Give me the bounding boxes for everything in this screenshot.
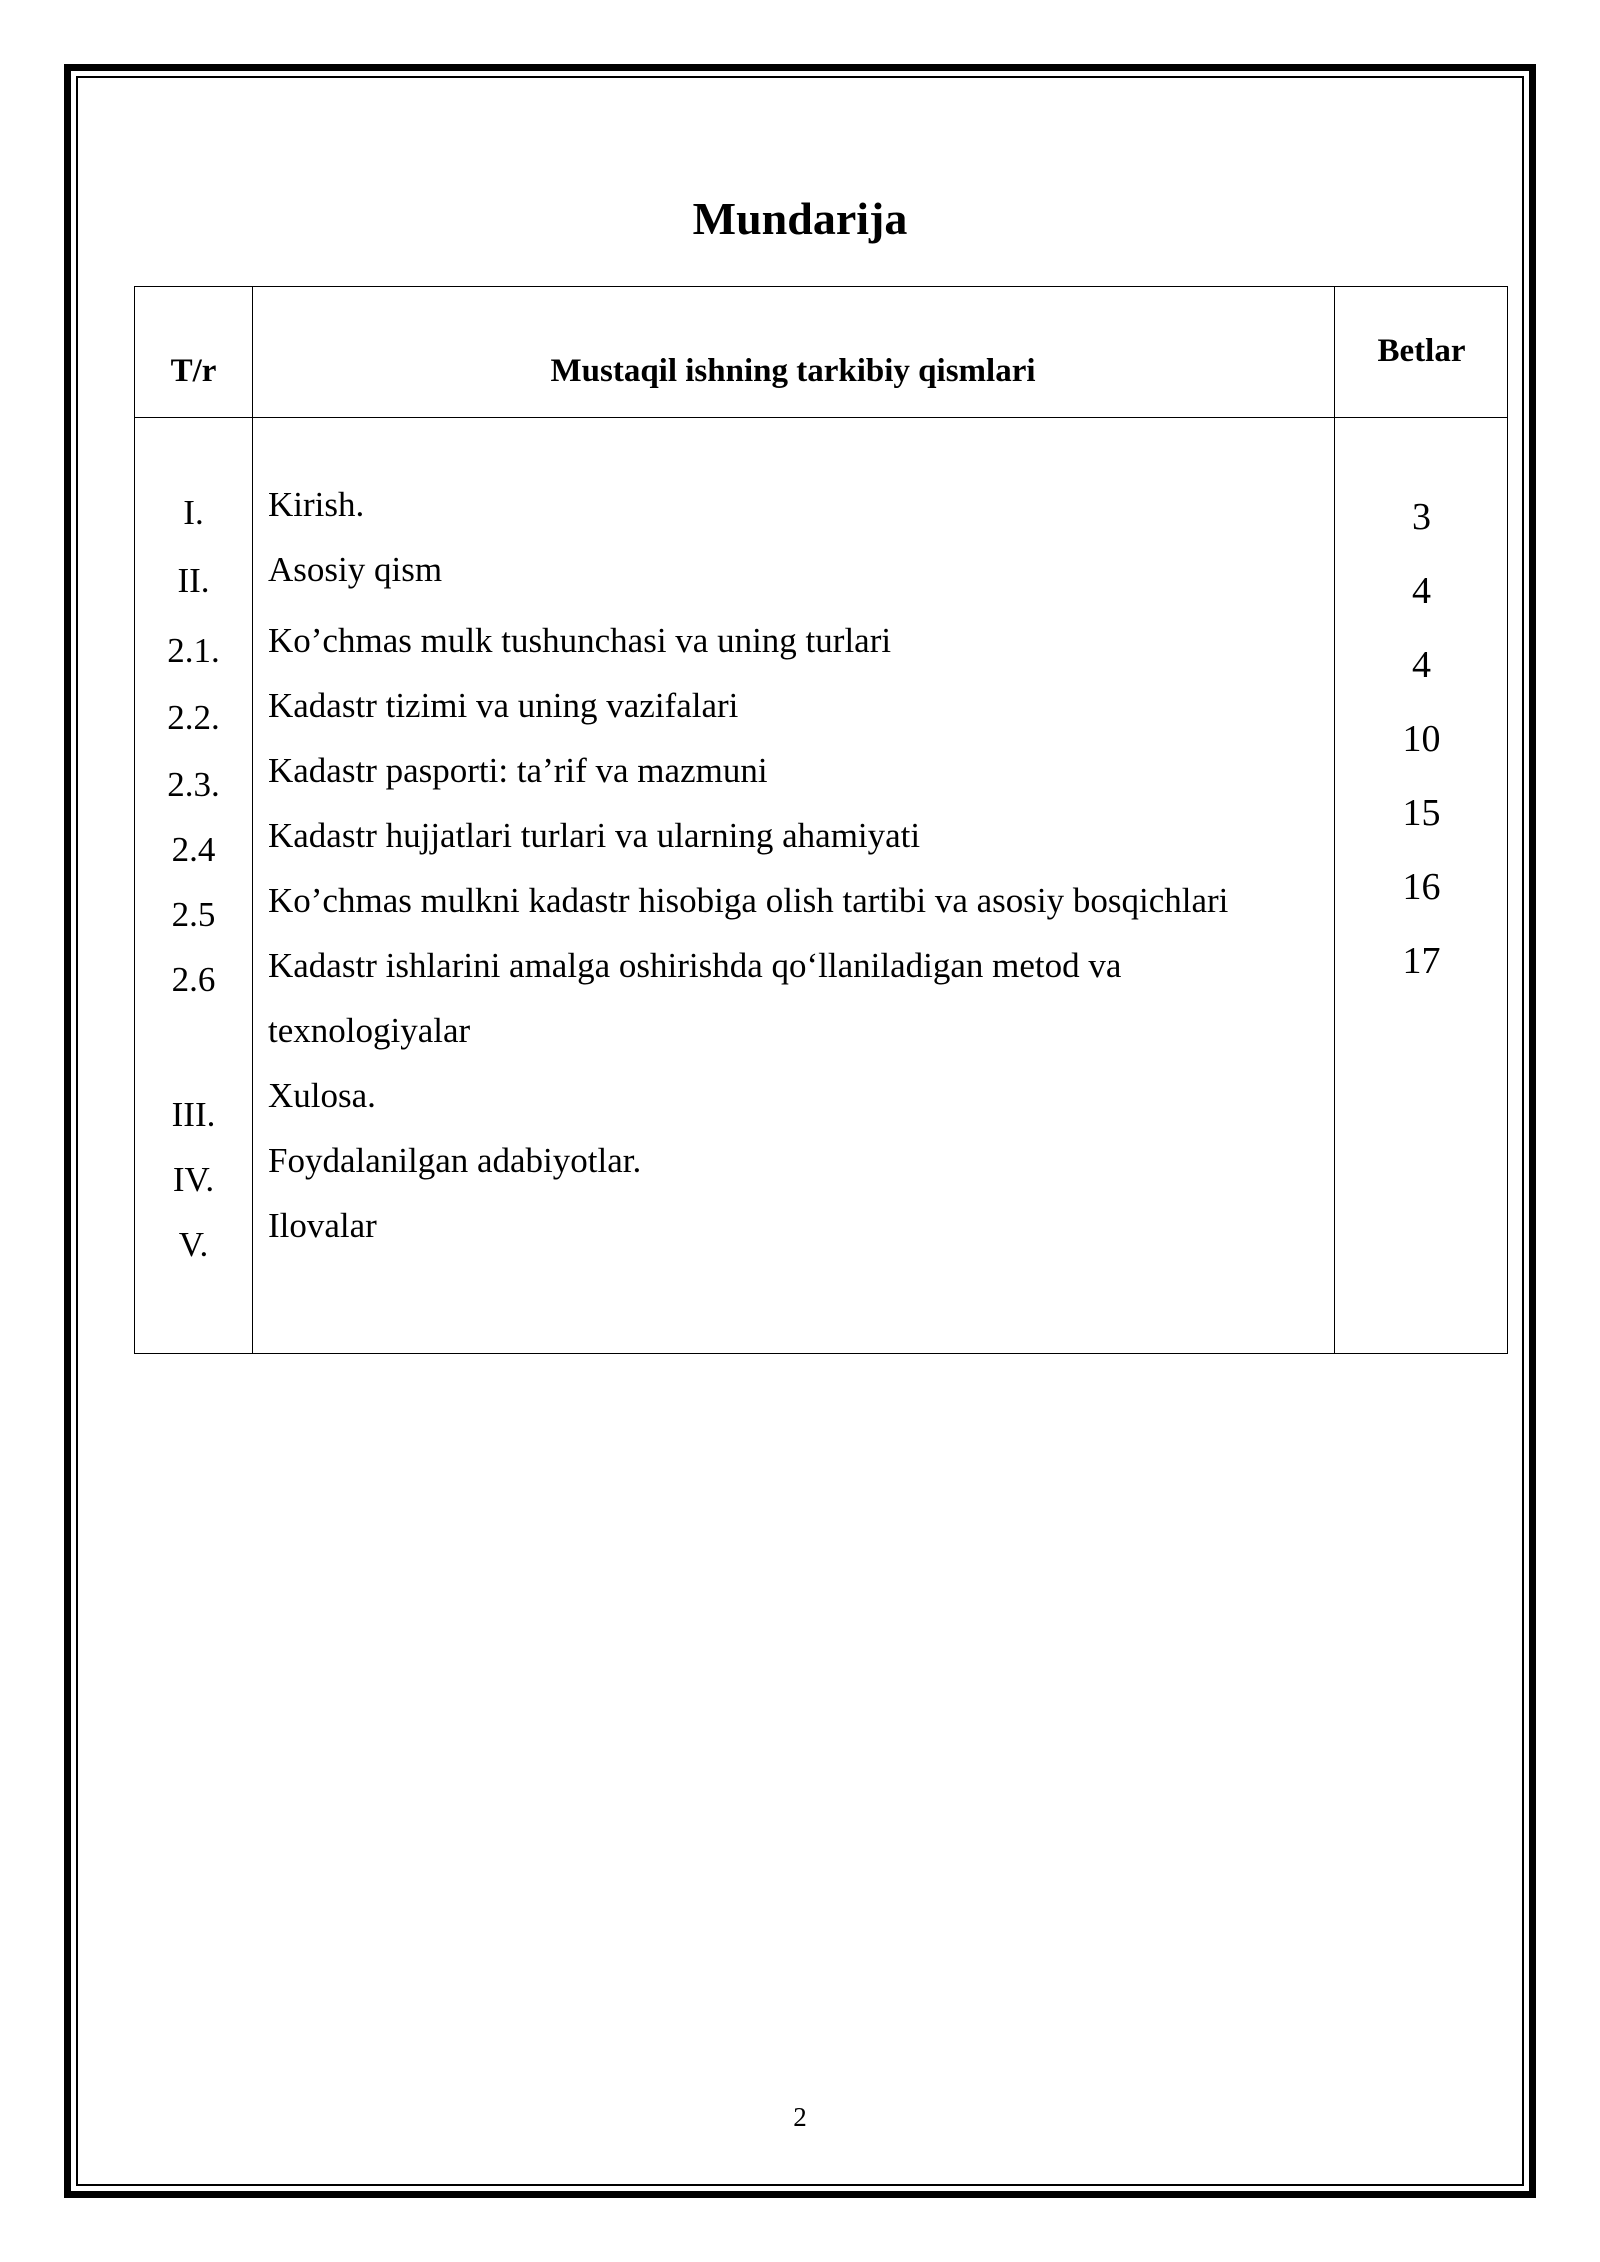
page-title: Mundarija — [692, 193, 908, 244]
row-number: II. — [177, 561, 210, 600]
page-number: 3 — [1412, 496, 1431, 538]
footer-page-number: 2 — [793, 2102, 807, 2132]
header-section-name: Mustaqil ishning tarkibiy qismlari — [550, 353, 1036, 389]
row-number: 2.1. — [167, 631, 220, 670]
page-number: 17 — [1402, 940, 1441, 982]
header-divider — [135, 417, 1507, 418]
row-number: 2.6 — [171, 960, 216, 999]
row-number: 2.5 — [171, 895, 216, 934]
row-title: texnologiyalar — [268, 1011, 471, 1050]
row-number: IV. — [172, 1160, 215, 1199]
column-divider — [252, 287, 253, 1353]
page-number: 16 — [1402, 866, 1441, 908]
page-number: 4 — [1412, 570, 1431, 612]
row-title: Kadastr pasporti: ta’rif va mazmuni — [268, 751, 768, 790]
row-title: Xulosa. — [268, 1076, 376, 1115]
row-number: III. — [171, 1095, 216, 1134]
row-title: Kirish. — [268, 485, 365, 524]
row-title: Ko’chmas mulkni kadastr hisobiga olish tartibi va asosiy bosqichlari — [268, 881, 1229, 920]
contents-table — [134, 286, 1508, 1354]
header-number: T/r — [170, 353, 217, 389]
row-title: Kadastr tizimi va uning vazifalari — [268, 686, 739, 725]
row-number: I. — [183, 493, 204, 532]
row-title: Asosiy qism — [268, 550, 443, 589]
row-title: Foydalanilgan adabiyotlar. — [268, 1141, 642, 1180]
row-title: Kadastr ishlarini amalga oshirishda qo‘llaniladigan metod va — [268, 946, 1122, 985]
page-number: 4 — [1412, 644, 1431, 686]
row-number: V. — [178, 1225, 209, 1264]
row-title: Kadastr hujjatlari turlari va ularning ahamiyati — [268, 816, 921, 855]
page-number: 10 — [1402, 718, 1441, 760]
header-pages: Betlar — [1377, 333, 1466, 369]
page-number: 15 — [1402, 792, 1441, 834]
row-number: 2.4 — [171, 830, 216, 869]
row-number: 2.2. — [167, 698, 220, 737]
row-title: Ko’chmas mulk tushunchasi va uning turlari — [268, 621, 892, 660]
row-number: 2.3. — [167, 765, 220, 804]
row-title: Ilovalar — [268, 1206, 377, 1245]
